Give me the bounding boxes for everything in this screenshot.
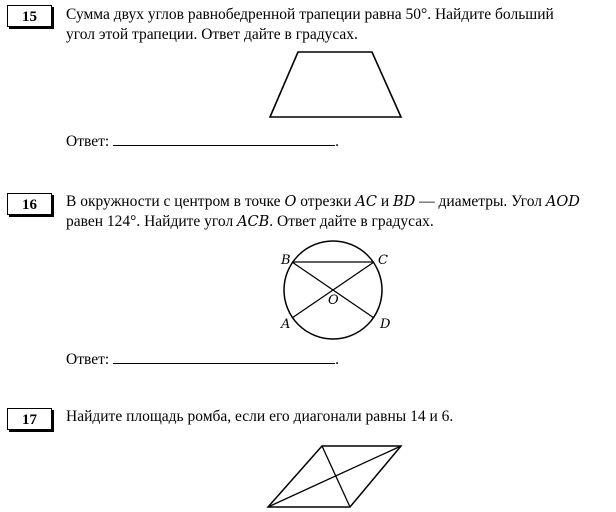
answer-label: Ответ:: [66, 133, 110, 150]
math-BD: BD: [392, 194, 416, 210]
rhombus-diagonal-short: [322, 446, 350, 507]
label-O: O: [328, 293, 339, 308]
problem-number-16: 16: [7, 193, 52, 215]
math-AC: AC: [355, 194, 377, 210]
text-segment: равен 124°. Найдите угол: [66, 213, 238, 230]
problem-15-line2: угол этой трапеции. Ответ дайте в градусах.: [66, 26, 358, 43]
answer-label: Ответ:: [66, 351, 110, 368]
label-B: B: [281, 253, 291, 268]
problem-15-line1: Сумма двух углов равнобедренной трапеции равна 50°. Найдите больший: [66, 6, 554, 23]
problem-17-line1: Найдите площадь ромба, если его диагонали равны 14 и 6.: [66, 408, 454, 425]
math-O: O: [284, 194, 297, 210]
rhombus-diagonal-long: [268, 446, 401, 507]
text-segment: отрезки: [296, 193, 356, 210]
text-segment: — диаметры. Угол: [415, 193, 546, 210]
label-A: A: [281, 317, 291, 332]
math-AOD: AOD: [545, 194, 580, 210]
text-segment: и: [376, 193, 393, 210]
label-C: C: [378, 253, 388, 268]
answer-end: .: [335, 133, 340, 150]
label-D: D: [380, 317, 391, 332]
answer-end: .: [335, 351, 340, 368]
text-segment: В окружности с центром в точке: [66, 193, 285, 210]
problem-number-15: 15: [7, 5, 52, 27]
math-ACB: ACB: [237, 214, 270, 230]
text-segment: . Ответ дайте в градусах.: [269, 213, 434, 230]
problem-number-17: 17: [7, 408, 52, 430]
